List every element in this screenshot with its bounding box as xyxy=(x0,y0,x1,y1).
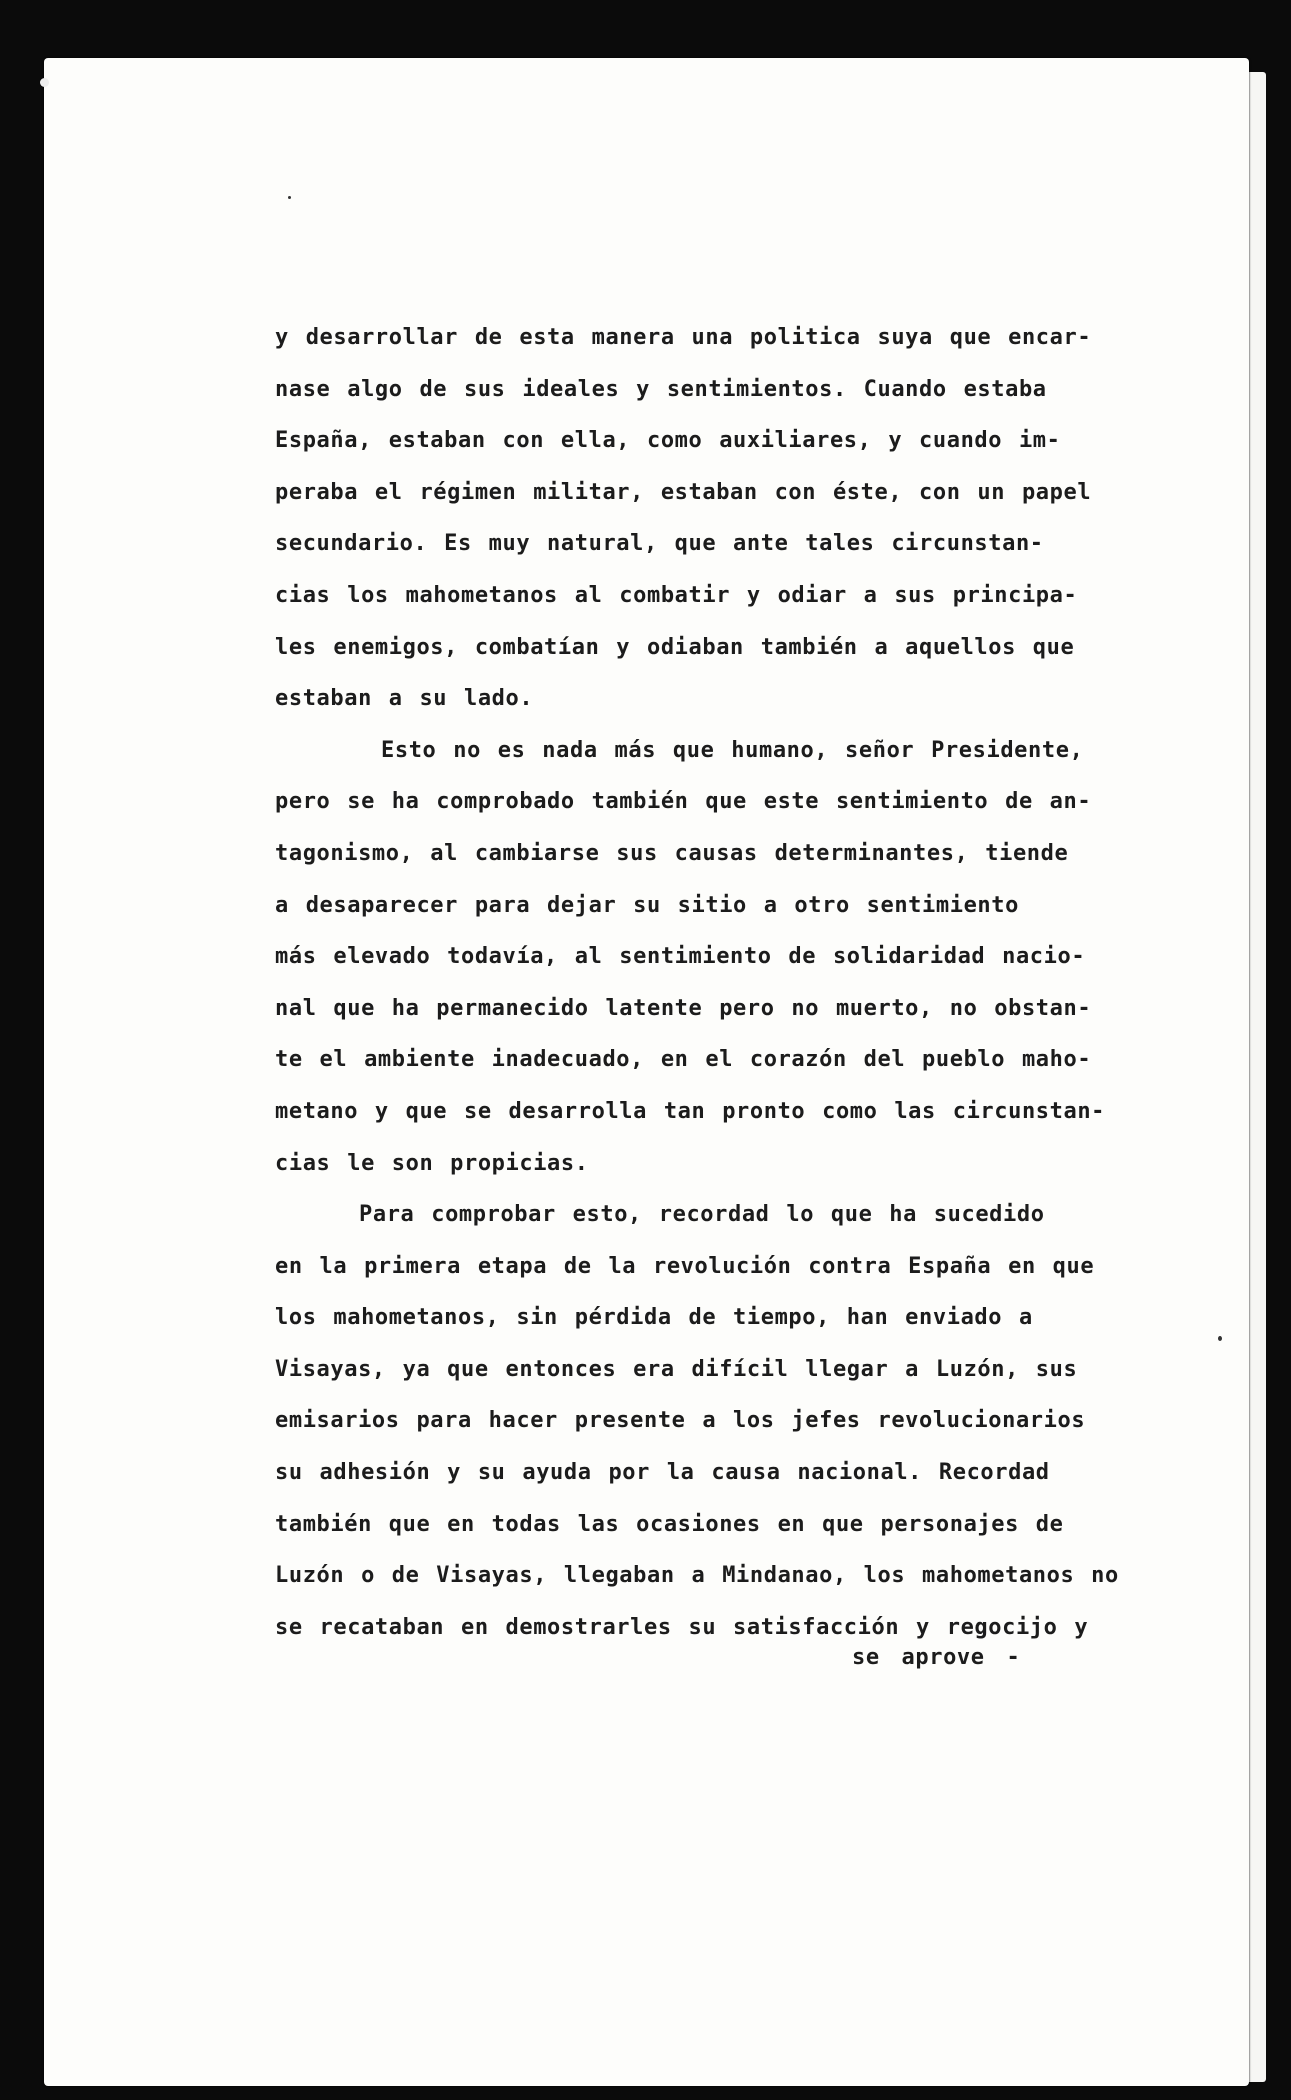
text-line: nase algo de sus ideales y sentimientos. Cuando estaba xyxy=(275,376,1047,402)
paragraph-2-line: Esto no es nada más que humano, señor Presidente, xyxy=(381,737,1084,763)
paragraph-3-line: en la primera etapa de la revolución contra España en que xyxy=(275,1253,1095,1279)
paragraph-3-line: se recataban en demostrarles su satisfacción y regocijo y xyxy=(275,1614,1089,1640)
paragraph-3-line: también que en todas las ocasiones en que personajes de xyxy=(275,1511,1064,1537)
paragraph-2-line: nal que ha permanecido latente pero no muerto, no obstan- xyxy=(275,995,1092,1021)
scan-speck xyxy=(1218,1336,1222,1341)
paragraph-3-line: su adhesión y su ayuda por la causa nacional. Recordad xyxy=(275,1460,1050,1486)
text-line: les enemigos, combatían y odiaban también a aquellos que xyxy=(275,634,1075,660)
catchword: se aprove - xyxy=(852,1645,1021,1670)
text-line: peraba el régimen militar, estaban con éste, con un papel xyxy=(275,479,1092,505)
text-line: estaban a su lado. xyxy=(275,686,534,712)
paragraph-3-line: Visayas, ya que entonces era difícil llegar a Luzón, sus xyxy=(275,1356,1078,1382)
paragraph-3-line: emisarios para hacer presente a los jefes revolucionarios xyxy=(275,1408,1086,1434)
paragraph-2-line: a desaparecer para dejar su sitio a otro sentimiento xyxy=(275,892,1019,918)
text-line: secundario. Es muy natural, que ante tales circunstan- xyxy=(275,531,1044,557)
text-line: cias los mahometanos al combatir y odiar a sus principa- xyxy=(275,582,1078,608)
paragraph-3-line: los mahometanos, sin pérdida de tiempo, han enviado a xyxy=(275,1305,1033,1331)
document-text xyxy=(275,312,1155,1653)
paragraph-3-line: Luzón o de Visayas, llegaban a Mindanao, los mahometanos no xyxy=(275,1563,1119,1589)
text-line: España, estaban con ella, como auxiliares, y cuando im- xyxy=(275,428,1061,454)
scan-speck xyxy=(40,78,49,87)
paragraph-2-line: tagonismo, al cambiarse sus causas determinantes, tiende xyxy=(275,840,1069,866)
paragraph-2-line: más elevado todavía, al sentimiento de solidaridad nacio- xyxy=(275,944,1086,970)
scan-speck xyxy=(288,196,291,199)
paragraph-2-line: metano y que se desarrolla tan pronto como las circunstan- xyxy=(275,1098,1106,1124)
paragraph-2-line: te el ambiente inadecuado, en el corazón del pueblo maho- xyxy=(275,1047,1092,1073)
paragraph-3-line: Para comprobar esto, recordad lo que ha sucedido xyxy=(359,1202,1045,1228)
paragraph-2-line: cias le son propicias. xyxy=(275,1150,589,1176)
text-line: y desarrollar de esta manera una politica suya que encar- xyxy=(275,325,1092,350)
paragraph-2-line: pero se ha comprobado también que este sentimiento de an- xyxy=(275,789,1092,815)
